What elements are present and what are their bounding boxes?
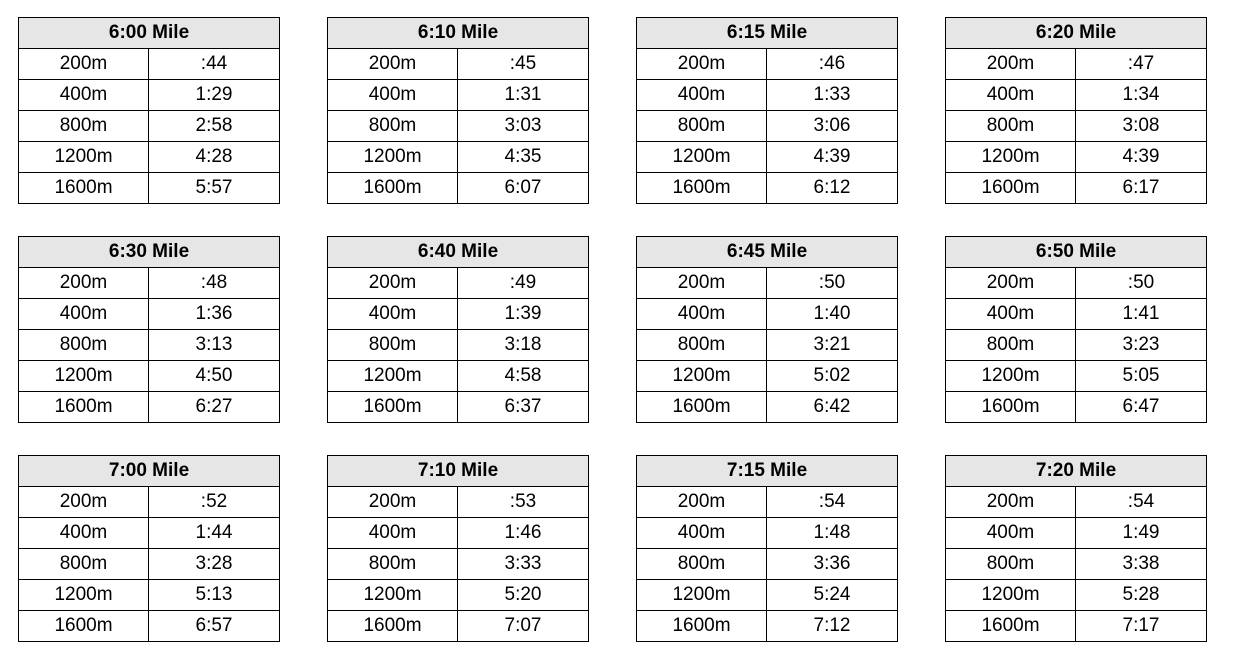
pace-table	[18, 455, 280, 642]
table-row	[946, 173, 1207, 204]
split-time-cell: 3:08	[1076, 111, 1207, 142]
split-time-cell: 3:03	[458, 111, 589, 142]
distance-cell: 800m	[637, 111, 767, 142]
split-time-cell: :54	[767, 487, 898, 518]
distance-cell: 800m	[328, 111, 458, 142]
table-row	[637, 80, 898, 111]
distance-cell: 1200m	[637, 142, 767, 173]
split-time-cell: 3:23	[1076, 330, 1207, 361]
table-row	[946, 330, 1207, 361]
distance-cell: 1600m	[328, 611, 458, 642]
pace-table	[636, 455, 898, 642]
split-time-cell: :46	[767, 49, 898, 80]
table-row	[946, 518, 1207, 549]
table-row	[946, 361, 1207, 392]
pace-table-title: 6:10 Mile	[328, 18, 589, 49]
table-row	[637, 268, 898, 299]
split-time-cell: :53	[458, 487, 589, 518]
table-row	[637, 142, 898, 173]
distance-cell: 1600m	[328, 392, 458, 423]
split-time-cell: 1:39	[458, 299, 589, 330]
split-time-cell: 1:34	[1076, 80, 1207, 111]
split-time-cell: 3:33	[458, 549, 589, 580]
distance-cell: 1200m	[946, 580, 1076, 611]
split-time-cell: :47	[1076, 49, 1207, 80]
distance-cell: 400m	[328, 518, 458, 549]
distance-cell: 800m	[328, 330, 458, 361]
split-time-cell: 6:07	[458, 173, 589, 204]
table-row	[328, 361, 589, 392]
pace-table	[945, 236, 1207, 423]
distance-cell: 200m	[328, 49, 458, 80]
split-time-cell: :49	[458, 268, 589, 299]
split-time-cell: :48	[149, 268, 280, 299]
distance-cell: 1200m	[637, 361, 767, 392]
distance-cell: 1200m	[328, 142, 458, 173]
split-time-cell: :50	[1076, 268, 1207, 299]
split-time-cell: 7:17	[1076, 611, 1207, 642]
split-time-cell: :50	[767, 268, 898, 299]
split-time-cell: 1:41	[1076, 299, 1207, 330]
split-time-cell: 5:20	[458, 580, 589, 611]
split-time-cell: 3:38	[1076, 549, 1207, 580]
table-row	[328, 580, 589, 611]
pace-table	[945, 455, 1207, 642]
table-row	[946, 392, 1207, 423]
distance-cell: 200m	[946, 49, 1076, 80]
split-time-cell: 5:24	[767, 580, 898, 611]
distance-cell: 800m	[946, 549, 1076, 580]
split-time-cell: 6:57	[149, 611, 280, 642]
split-time-cell: 6:12	[767, 173, 898, 204]
table-row	[637, 49, 898, 80]
split-time-cell: 3:18	[458, 330, 589, 361]
split-time-cell: 6:37	[458, 392, 589, 423]
distance-cell: 400m	[946, 80, 1076, 111]
distance-cell: 1600m	[946, 392, 1076, 423]
distance-cell: 1200m	[19, 142, 149, 173]
split-time-cell: 3:06	[767, 111, 898, 142]
distance-cell: 800m	[637, 549, 767, 580]
pace-table-title: 6:45 Mile	[637, 237, 898, 268]
distance-cell: 800m	[946, 330, 1076, 361]
split-time-cell: 5:28	[1076, 580, 1207, 611]
table-row	[19, 330, 280, 361]
pace-table	[945, 17, 1207, 204]
distance-cell: 200m	[637, 487, 767, 518]
distance-cell: 800m	[19, 111, 149, 142]
split-time-cell: 4:50	[149, 361, 280, 392]
split-time-cell: 3:36	[767, 549, 898, 580]
distance-cell: 200m	[19, 49, 149, 80]
distance-cell: 1200m	[19, 361, 149, 392]
distance-cell: 800m	[19, 330, 149, 361]
table-row	[19, 299, 280, 330]
table-row	[19, 611, 280, 642]
split-time-cell: 7:07	[458, 611, 589, 642]
table-row	[328, 330, 589, 361]
table-row	[328, 392, 589, 423]
split-time-cell: 4:39	[767, 142, 898, 173]
table-row	[19, 142, 280, 173]
split-time-cell: :54	[1076, 487, 1207, 518]
distance-cell: 200m	[19, 268, 149, 299]
pace-table	[18, 17, 280, 204]
pace-table-title: 6:20 Mile	[946, 18, 1207, 49]
table-row	[328, 268, 589, 299]
table-row	[328, 111, 589, 142]
distance-cell: 1600m	[946, 173, 1076, 204]
table-row	[328, 518, 589, 549]
distance-cell: 200m	[637, 49, 767, 80]
table-row	[637, 361, 898, 392]
split-time-cell: 4:28	[149, 142, 280, 173]
distance-cell: 400m	[19, 299, 149, 330]
table-row	[19, 268, 280, 299]
table-row	[328, 299, 589, 330]
table-row	[637, 392, 898, 423]
distance-cell: 1600m	[19, 392, 149, 423]
distance-cell: 200m	[946, 487, 1076, 518]
distance-cell: 1600m	[19, 173, 149, 204]
table-row	[637, 549, 898, 580]
distance-cell: 800m	[328, 549, 458, 580]
pace-table-title: 6:15 Mile	[637, 18, 898, 49]
distance-cell: 400m	[637, 80, 767, 111]
pace-table-title: 7:15 Mile	[637, 456, 898, 487]
split-time-cell: 1:29	[149, 80, 280, 111]
split-time-cell: 5:02	[767, 361, 898, 392]
table-row	[946, 142, 1207, 173]
table-row	[19, 361, 280, 392]
split-time-cell: 1:33	[767, 80, 898, 111]
pace-table	[327, 455, 589, 642]
split-time-cell: 3:28	[149, 549, 280, 580]
table-row	[19, 49, 280, 80]
split-time-cell: 5:05	[1076, 361, 1207, 392]
table-row	[328, 80, 589, 111]
pace-table-title: 6:00 Mile	[19, 18, 280, 49]
split-time-cell: 3:13	[149, 330, 280, 361]
split-time-cell: 1:44	[149, 518, 280, 549]
distance-cell: 400m	[637, 518, 767, 549]
distance-cell: 1600m	[19, 611, 149, 642]
table-row	[946, 580, 1207, 611]
table-row	[946, 80, 1207, 111]
distance-cell: 400m	[946, 518, 1076, 549]
table-row	[637, 330, 898, 361]
table-row	[946, 549, 1207, 580]
distance-cell: 200m	[19, 487, 149, 518]
split-time-cell: 1:36	[149, 299, 280, 330]
distance-cell: 400m	[328, 299, 458, 330]
table-row	[637, 518, 898, 549]
pace-table	[327, 236, 589, 423]
table-row	[19, 487, 280, 518]
table-row	[946, 611, 1207, 642]
table-row	[19, 80, 280, 111]
split-time-cell: 1:40	[767, 299, 898, 330]
table-row	[946, 49, 1207, 80]
pace-table-title: 7:10 Mile	[328, 456, 589, 487]
table-row	[328, 611, 589, 642]
pace-table-title: 7:20 Mile	[946, 456, 1207, 487]
distance-cell: 400m	[328, 80, 458, 111]
distance-cell: 1600m	[637, 392, 767, 423]
distance-cell: 1200m	[637, 580, 767, 611]
distance-cell: 200m	[946, 268, 1076, 299]
split-time-cell: 4:58	[458, 361, 589, 392]
table-row	[637, 173, 898, 204]
distance-cell: 400m	[946, 299, 1076, 330]
pace-table	[636, 236, 898, 423]
distance-cell: 1200m	[19, 580, 149, 611]
distance-cell: 800m	[637, 330, 767, 361]
split-time-cell: :52	[149, 487, 280, 518]
distance-cell: 800m	[946, 111, 1076, 142]
distance-cell: 200m	[328, 268, 458, 299]
table-row	[946, 111, 1207, 142]
split-time-cell: 1:46	[458, 518, 589, 549]
split-time-cell: 1:49	[1076, 518, 1207, 549]
table-row	[19, 580, 280, 611]
table-row	[328, 487, 589, 518]
distance-cell: 400m	[19, 80, 149, 111]
pace-table-title: 6:50 Mile	[946, 237, 1207, 268]
table-row	[328, 173, 589, 204]
table-row	[328, 142, 589, 173]
split-time-cell: 1:31	[458, 80, 589, 111]
table-row	[19, 173, 280, 204]
table-row	[637, 111, 898, 142]
split-time-cell: :45	[458, 49, 589, 80]
split-time-cell: :44	[149, 49, 280, 80]
distance-cell: 1600m	[328, 173, 458, 204]
pace-table	[18, 236, 280, 423]
distance-cell: 400m	[19, 518, 149, 549]
split-time-cell: 6:47	[1076, 392, 1207, 423]
distance-cell: 200m	[328, 487, 458, 518]
distance-cell: 200m	[637, 268, 767, 299]
pace-table	[327, 17, 589, 204]
table-row	[946, 299, 1207, 330]
table-row	[637, 580, 898, 611]
pace-table-title: 6:30 Mile	[19, 237, 280, 268]
pace-table-title: 7:00 Mile	[19, 456, 280, 487]
distance-cell: 1200m	[946, 361, 1076, 392]
split-time-cell: 4:35	[458, 142, 589, 173]
split-time-cell: 7:12	[767, 611, 898, 642]
distance-cell: 1600m	[637, 611, 767, 642]
distance-cell: 400m	[637, 299, 767, 330]
table-row	[946, 268, 1207, 299]
distance-cell: 1200m	[946, 142, 1076, 173]
distance-cell: 1200m	[328, 580, 458, 611]
table-row	[637, 611, 898, 642]
table-row	[637, 299, 898, 330]
distance-cell: 1600m	[946, 611, 1076, 642]
distance-cell: 800m	[19, 549, 149, 580]
split-time-cell: 4:39	[1076, 142, 1207, 173]
split-time-cell: 3:21	[767, 330, 898, 361]
table-row	[637, 487, 898, 518]
split-time-cell: 6:17	[1076, 173, 1207, 204]
table-row	[328, 49, 589, 80]
split-time-cell: 5:57	[149, 173, 280, 204]
table-row	[19, 518, 280, 549]
table-row	[19, 392, 280, 423]
split-time-cell: 5:13	[149, 580, 280, 611]
table-row	[328, 549, 589, 580]
split-time-cell: 2:58	[149, 111, 280, 142]
pace-table	[636, 17, 898, 204]
distance-cell: 1600m	[637, 173, 767, 204]
split-time-cell: 6:42	[767, 392, 898, 423]
table-row	[19, 111, 280, 142]
table-row	[946, 487, 1207, 518]
distance-cell: 1200m	[328, 361, 458, 392]
split-time-cell: 1:48	[767, 518, 898, 549]
pace-table-title: 6:40 Mile	[328, 237, 589, 268]
split-time-cell: 6:27	[149, 392, 280, 423]
table-row	[19, 549, 280, 580]
